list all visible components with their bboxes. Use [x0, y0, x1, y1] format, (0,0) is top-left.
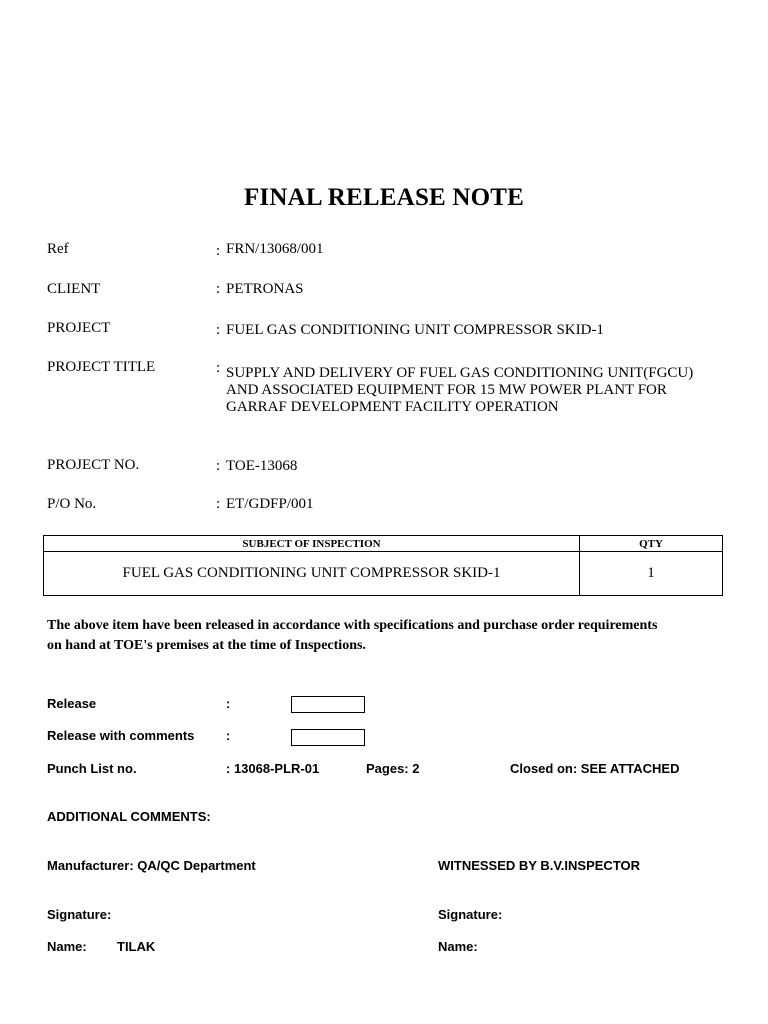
- subject-cell: FUEL GAS CONDITIONING UNIT COMPRESSOR SKID-1: [44, 552, 580, 596]
- punch-list-closed-on: Closed on: SEE ATTACHED: [510, 761, 680, 776]
- release-label: Release: [47, 696, 97, 711]
- release-with-comments-checkbox[interactable]: [291, 729, 365, 746]
- client-label: CLIENT: [47, 281, 101, 297]
- release-with-comments-label: Release with comments: [47, 728, 195, 743]
- release-statement: The above item have been released in accordance with specifications and purchase order requirements on hand at TOE's premises at the time of Inspections.: [47, 618, 658, 653]
- additional-comments-label: ADDITIONAL COMMENTS:: [47, 809, 211, 824]
- witness-heading: WITNESSED BY B.V.INSPECTOR: [438, 858, 641, 873]
- manufacturer-heading: Manufacturer: QA/QC Department: [47, 858, 256, 873]
- manufacturer-signature-label: Signature:: [47, 907, 112, 922]
- table-row: [44, 552, 723, 596]
- page-title: FINAL RELEASE NOTE: [243, 184, 525, 211]
- project-separator: :: [216, 322, 221, 338]
- witness-signature-label: Signature:: [438, 907, 503, 922]
- po-no-value: ET/GDFP/001: [226, 496, 314, 512]
- project-value: FUEL GAS CONDITIONING UNIT COMPRESSOR SKID-1: [226, 322, 604, 338]
- ref-value: FRN/13068/001: [226, 241, 324, 257]
- ref-separator: :: [216, 243, 221, 259]
- client-separator: :: [216, 281, 221, 297]
- project-title-label: PROJECT TITLE: [47, 359, 156, 375]
- release-separator: :: [226, 696, 231, 711]
- table-header-row: [44, 536, 723, 552]
- witness-name-label: Name:: [438, 939, 478, 954]
- manufacturer-name-label: Name:: [47, 939, 87, 954]
- ref-label: Ref: [47, 241, 69, 257]
- project-label: PROJECT: [47, 320, 111, 336]
- project-title-value: SUPPLY AND DELIVERY OF FUEL GAS CONDITIONING UNIT(FGCU) AND ASSOCIATED EQUIPMENT FOR 15 MW POWER PLANT FOR GARRAF DEVELOPMENT FACILITY OPERATION: [226, 365, 694, 415]
- subject-column-header: SUBJECT OF INSPECTION: [44, 536, 580, 552]
- punch-list-value: : 13068-PLR-01: [226, 761, 320, 776]
- project-no-label: PROJECT NO.: [47, 457, 140, 473]
- qty-column-header: QTY: [580, 536, 723, 552]
- qty-cell: 1: [580, 552, 723, 596]
- manufacturer-name-value: TILAK: [117, 939, 156, 954]
- project-no-separator: :: [216, 458, 221, 474]
- punch-list-label: Punch List no.: [47, 761, 137, 776]
- inspection-table: [43, 535, 723, 596]
- project-title-separator: :: [216, 360, 221, 376]
- release-with-comments-separator: :: [226, 728, 231, 743]
- po-no-label: P/O No.: [47, 496, 97, 512]
- project-no-value: TOE-13068: [226, 458, 298, 474]
- po-no-separator: :: [216, 496, 221, 512]
- client-value: PETRONAS: [226, 281, 304, 297]
- release-checkbox[interactable]: [291, 696, 365, 713]
- punch-list-pages: Pages: 2: [366, 761, 420, 776]
